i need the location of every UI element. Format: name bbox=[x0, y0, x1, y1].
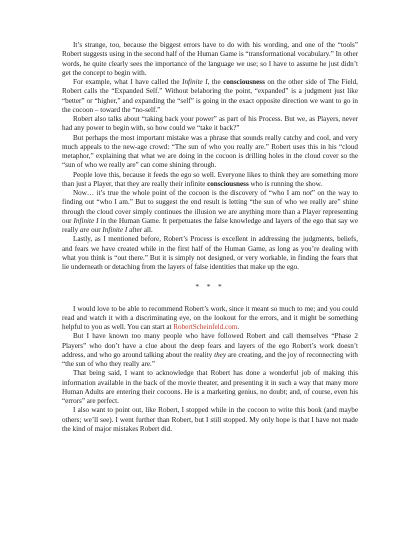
paragraph-text: Now… it’s true the whole point of the cocoon is the discovery of “who I am bbox=[73, 189, 303, 197]
italic-term: Infinite I bbox=[182, 78, 208, 86]
bold-term: consciousness bbox=[207, 179, 249, 188]
italic-term: not bbox=[302, 189, 312, 197]
paragraph bbox=[62, 305, 358, 333]
paragraph bbox=[62, 171, 358, 190]
italic-term: are bbox=[80, 226, 90, 234]
paragraph-text: Lastly, as I mentioned before, Robert’s Process is excellent in addressing the judgments, beliefs, and fears we have created while in the first half of the Human Game, as long as you’re dealing with what you think is “out there.” But it is simply not designed, or very workable, in finding the fears that lie underneath or detaching from the layers of false identities that make up the ego. bbox=[62, 235, 358, 271]
paragraph bbox=[62, 406, 358, 434]
paragraph-text: . bbox=[237, 323, 240, 331]
paragraph-text: ” on the way to finding out “who I am.” But to suggest the end result is letting “the sun of who we really are” shine through the cloud cover simply continues the illusion we are anything more than a Player representing our bbox=[62, 189, 359, 225]
paragraph-text: in the Human Game. It perpetuates the false knowledge and layers of the ego that say we really bbox=[62, 216, 358, 234]
paragraph-text: our bbox=[89, 226, 103, 234]
paragraph bbox=[62, 115, 358, 134]
paragraph-text: People love this, because it feeds the ego so well. Everyone likes to think they are something more than just a Player, that they are really their infinite bbox=[62, 170, 358, 188]
paragraph-text: after all. bbox=[127, 226, 153, 234]
paragraph-text: But I have known too many people who have followed Robert and call themselves “Phase 2 Players” who don’t have a clue about the deep fears and layers of the ego Robert’s work doesn’t address, and who go around talking about the reality bbox=[62, 332, 358, 359]
italic-term: Infinite I bbox=[73, 216, 99, 225]
paragraph-text: I also want to point out, like Robert, I stopped while in the cocoon to write this book (and maybe others; we’ll see). I went further than Robert, but I still stopped. My only hope is that I have not made the kind of major mistakes Robert did. bbox=[62, 406, 358, 433]
paragraph bbox=[62, 78, 358, 115]
paragraph-text: are creating, and the joy of reconnecting with “the sun of who they really are.” bbox=[62, 350, 358, 368]
paragraph-text: I would love to be able to recommend Robert’s work, since it meant so much to me; and you could read and watch it with a discriminating eye, on the lookout for the errors, and it might be something helpful to you as well. You can start at bbox=[62, 304, 358, 331]
paragraph-text: That being said, I want to acknowledge that Robert has done a wonderful job of making this information available in the back of the movie theater, and presenting it in such a way that many more Human Adults are entering their cocoons. He is a marketing genius, no doubt; and, of course, even his “errors” are perfect. bbox=[62, 369, 358, 405]
paragraph-text: on the other side of The Field, Robert calls the “Expanded Self.” Without belaboring the point, “expanded” is a judgment just like “better” or “higher,” and expanding the “self” is going in the exact opposite direction we want to go in the cocoon – toward the “no-self.” bbox=[62, 78, 358, 114]
paragraph bbox=[62, 332, 358, 369]
section-separator: * * * bbox=[195, 283, 225, 292]
website-link[interactable]: RobertScheinfeld.com bbox=[173, 323, 238, 331]
section-one bbox=[62, 41, 358, 272]
paragraph-text: , the bbox=[207, 78, 224, 86]
paragraph-text: Robert also talks about “taking back your power” as part of his Process. But we, as Players, never had any power to begin with, so how could we “take it back?” bbox=[62, 115, 358, 133]
paragraph-text: For example, what I have called the bbox=[73, 78, 183, 86]
section-two bbox=[62, 305, 358, 435]
italic-term: they bbox=[214, 350, 226, 359]
bold-term: consciousness bbox=[223, 78, 265, 86]
paragraph bbox=[62, 189, 358, 235]
paragraph bbox=[62, 235, 358, 272]
paragraph-text: But perhaps the most important mistake was a phrase that sounds really catchy and cool, and very much appeals to the new-age crowd: “The sun of who you really are.” Robert uses this in his “cloud metaphor,” explaining that what we are doing in the cocoon is drilling holes in the cloud cover so the “sun of who we really are” can come shining through. bbox=[62, 133, 358, 170]
paragraph bbox=[62, 134, 358, 171]
italic-term: Infinite I bbox=[102, 226, 128, 234]
paragraph-text: who is running the show. bbox=[248, 179, 323, 188]
paragraph bbox=[62, 41, 358, 78]
paragraph-text: It’s strange, too, because the biggest errors have to do with his wording, and one of the “tools” Robert suggests using in the second half of the Human Game is “transformational vocabulary.” In other words, he quite clearly sees the importance of the language we use; so I have to assume he just didn’t get the concept to begin with. bbox=[62, 41, 358, 77]
paragraph bbox=[62, 369, 358, 406]
